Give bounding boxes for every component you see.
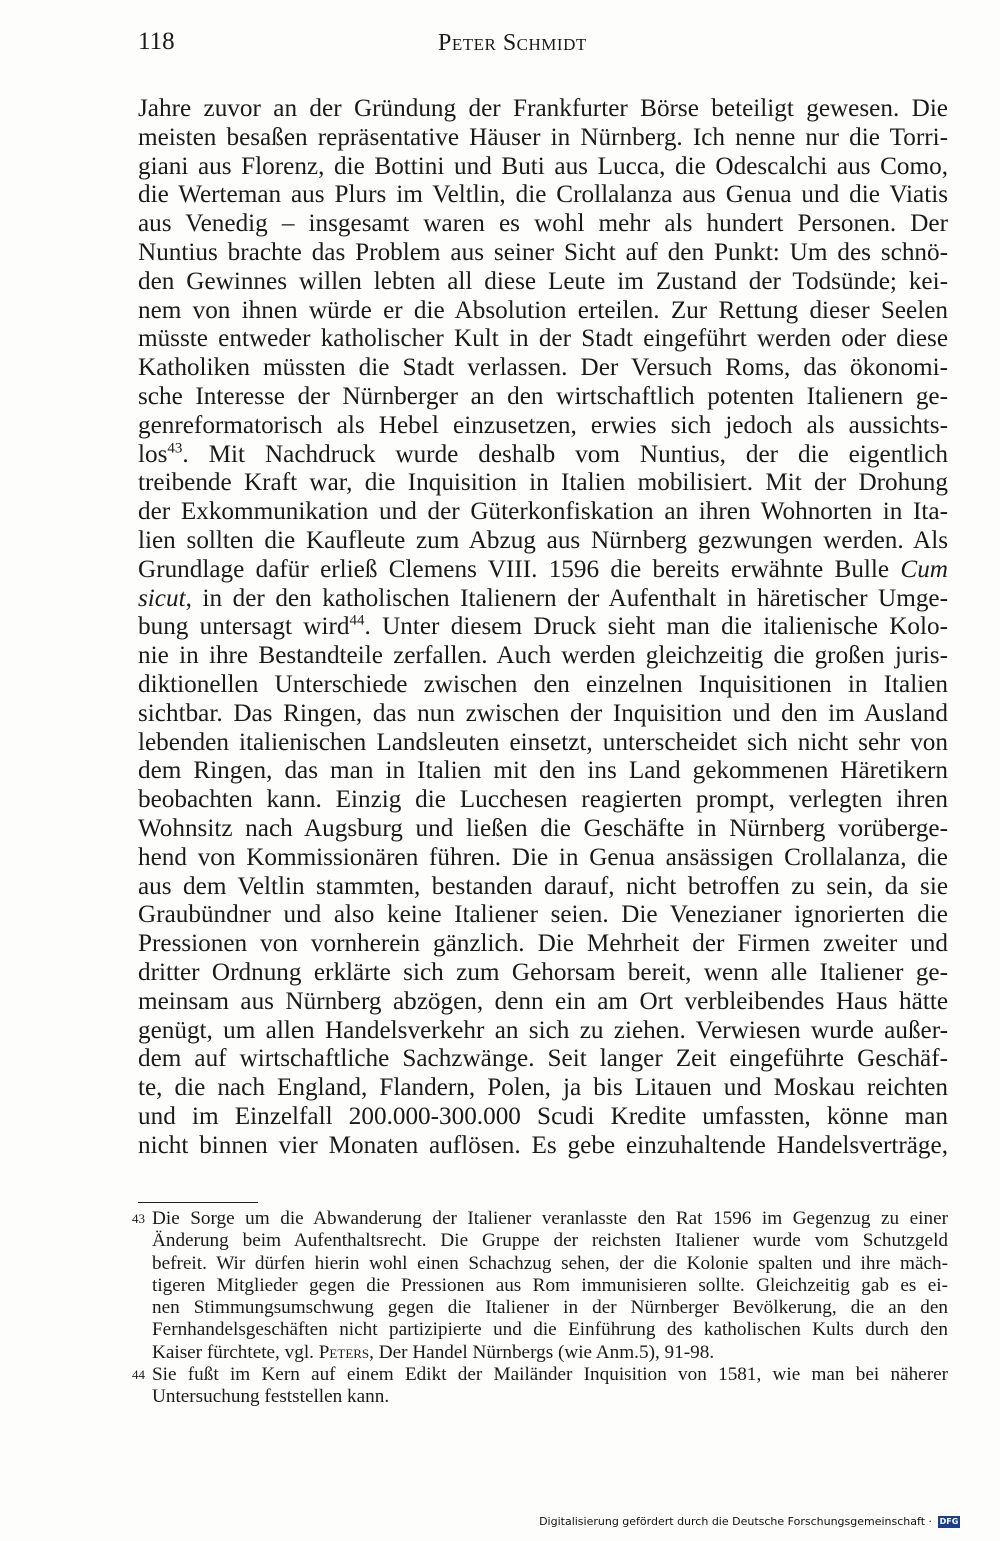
footnote-ref-44[interactable]: 44 [349, 612, 365, 629]
text-fragment: Grundlage dafür erließ Clemens VIII. 1596 die bereits erwähnte Bulle [138, 555, 901, 583]
text-fragment: . Unter diesem Druck sieht man die italienische Kolo- [364, 613, 948, 641]
text-line: genügt, um allen Handelsverkehr an sich zu ziehen. Verwiesen wurde außer- [138, 1016, 948, 1044]
text-line: meinsam aus Nürnberg abzögen, denn ein am Ort verbleibendes Haus hätte [138, 987, 948, 1015]
text-line [138, 585, 948, 614]
text-line: Graubündner und also keine Italiener seien. Die Venezianer ignorierten die [138, 901, 948, 929]
text-line: sche Interesse der Nürnberger an den wirtschaftlich potenten Italienern ge- [138, 382, 948, 410]
footnote-line: tigeren Mitglieder gegen die Pressionen aus Rom immunisieren sollte. Gleichzeitig gab es ei- [152, 1274, 948, 1296]
text-line [138, 441, 948, 470]
footnote-line: Untersuchung feststellen kann. [152, 1386, 390, 1408]
text-line: dem auf wirtschaftliche Sachzwänge. Seit langer Zeit eingeführte Geschäf- [138, 1045, 948, 1073]
text-line: aus Venedig – insgesamt waren es wohl mehr als hundert Personen. Der [138, 210, 948, 238]
text-line: dritter Ordnung erklärte sich zum Gehorsam bereit, wenn alle Italiener ge- [138, 958, 948, 986]
text-line: dem Ringen, das man in Italien mit den ins Land gekommenen Häretikern [138, 757, 948, 785]
text-fragment: , in der den katholischen Italienern der Aufenthalt in häretischer Umge- [185, 584, 948, 612]
text-line: meisten besaßen repräsentative Häuser in Nürnberg. Ich nenne nur die Torri- [138, 123, 948, 151]
text-line: und im Einzelfall 200.000-300.000 Scudi Kredite umfassten, könne man [138, 1102, 948, 1130]
footnote-divider [138, 1202, 258, 1203]
footnote-line: Sie fußt im Kern auf einem Edikt der Mailänder Inquisition von 1581, wie man bei näherer [152, 1364, 948, 1386]
text-line: der Exkommunikation und der Güterkonfiskation an ihren Wohnorten in Ita- [138, 498, 948, 526]
text-fragment: . Mit Nachdruck wurde deshalb vom Nuntius, der die eigentlich [182, 440, 948, 468]
text-line: sichtbar. Das Ringen, das nun zwischen der Inquisition und den im Ausland [138, 699, 948, 727]
footnote-43 [132, 1208, 948, 1364]
page-header [138, 28, 948, 64]
text-line: giani aus Florenz, die Bottini und Buti aus Lucca, die Odescalchi aus Como, [138, 152, 948, 180]
body-text [138, 95, 948, 1160]
footnote-ref-43[interactable]: 43 [167, 440, 183, 457]
footnote-number: 43 [132, 1211, 145, 1226]
footnote-line: Fernhandelsgeschäften nicht partizipierte und die Einführung des katholischen Kults durch den [152, 1319, 948, 1341]
running-title: Peter Schmidt [438, 30, 587, 56]
text-line: den Gewinnes willen lebten all diese Leute im Zustand der Todsünde; kei- [138, 267, 948, 295]
italic-title: Cum [900, 555, 948, 583]
footnote-line: Änderung beim Aufenthaltsrecht. Die Gruppe der reichsten Italiener wurde vom Schutzgeld [152, 1230, 948, 1252]
text-fragment: Kaiser fürchtete, vgl. [152, 1341, 319, 1363]
text-line: lien sollten die Kaufleute zum Abzug aus Nürnberg gezwungen werden. Als [138, 526, 948, 554]
footnote-line: befreit. Wir dürfen hierin wohl einen Schachzug sehen, der die Kolonie spalten und ihre mäch- [152, 1252, 948, 1274]
dfg-logo-icon: DFG [939, 1516, 959, 1526]
text-fragment: , Der Handel Nürnbergs (wie Anm.5), 91-98. [369, 1341, 715, 1363]
text-line: Pressionen von vornherein gänzlich. Die Mehrheit der Firmen zweiter und [138, 930, 948, 958]
footnotes [132, 1208, 948, 1409]
footnote-44 [132, 1364, 948, 1409]
text-line: lebenden italienischen Landsleuten einsetzt, unterscheidet sich nicht sehr von [138, 728, 948, 756]
text-line: hend von Kommissionären führen. Die in Genua ansässigen Crollalanza, die [138, 843, 948, 871]
footnote-line: nen Stimmungsumschwung gegen die Italiener in der Nürnberger Bevölkerung, die an den [152, 1297, 948, 1319]
text-line: Katholiken müssten die Stadt verlassen. Der Versuch Roms, das ökonomi- [138, 354, 948, 382]
text-line: Jahre zuvor an der Gründung der Frankfurter Börse beteiligt gewesen. Die [138, 95, 948, 122]
text-line: nie in ihre Bestandteile zerfallen. Auch werden gleichzeitig die großen juris- [138, 642, 948, 670]
text-line: te, die nach England, Flandern, Polen, ja bis Litauen und Moskau reichten [138, 1074, 948, 1102]
text-fragment: bung untersagt wird [138, 613, 350, 641]
text-line: die Werteman aus Plurs im Veltlin, die Crollalanza aus Genua und die Viatis [138, 181, 948, 209]
text-line: nem von ihnen würde er die Absolution erteilen. Zur Rettung dieser Seelen [138, 296, 948, 324]
text-line [138, 613, 948, 642]
text-line: beobachten kann. Einzig die Lucchesen reagierten prompt, verlegten ihren [138, 786, 948, 814]
author-name: Peters [318, 1341, 370, 1363]
italic-title: sicut [138, 584, 186, 612]
text-fragment: los [138, 440, 168, 468]
text-line: Wohnsitz nach Augsburg und ließen die Geschäfte in Nürnberg vorüberge- [138, 814, 948, 842]
text-line: nicht binnen vier Monaten auflösen. Es gebe einzuhaltende Handelsverträge, [138, 1131, 948, 1159]
text-line: genreformatorisch als Hebel einzusetzen, erwies sich jedoch als aussichts- [138, 411, 948, 439]
text-line: müsste entweder katholischer Kult in der Stadt eingeführt werden oder diese [138, 325, 948, 353]
footnote-number: 44 [132, 1367, 145, 1383]
footnote-line: Die Sorge um die Abwanderung der Italiener veranlasste den Rat 1596 im Gegenzug zu einer [152, 1208, 948, 1229]
credit-text: Digitalisierung gefördert durch die Deutsche Forschungsgemeinschaft · [539, 1515, 932, 1528]
text-line: diktionellen Unterschiede zwischen den einzelnen Inquisitionen in Italien [138, 670, 948, 698]
text-line [138, 556, 948, 585]
digitization-credit [539, 1515, 960, 1528]
page-number: 118 [138, 28, 175, 55]
footnote-line [152, 1342, 948, 1364]
text-line: aus dem Veltlin stammten, bestanden darauf, nicht betroffen zu sein, da sie [138, 872, 948, 900]
text-line: treibende Kraft war, die Inquisition in Italien mobilisiert. Mit der Drohung [138, 469, 948, 497]
text-line: Nuntius brachte das Problem aus seiner Sicht auf den Punkt: Um des schnö- [138, 238, 948, 266]
